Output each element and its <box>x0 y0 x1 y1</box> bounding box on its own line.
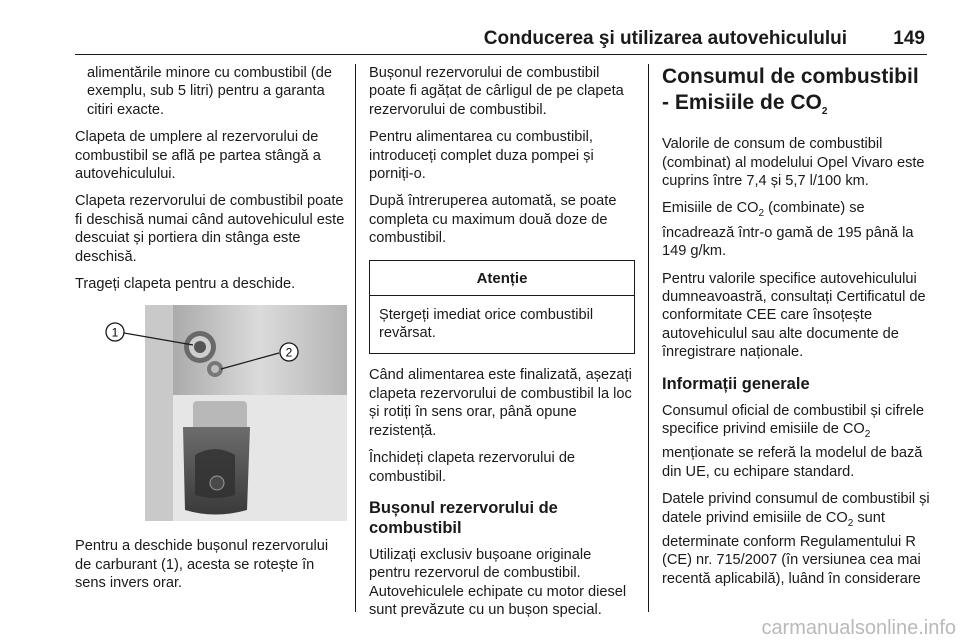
column-divider-1 <box>355 64 356 612</box>
callout-1-label: 1 <box>111 325 119 340</box>
chapter-title: Conducerea şi utilizarea autovehiculului <box>483 28 847 49</box>
paragraph: Trageți clapeta pentru a deschide. <box>75 276 296 293</box>
paragraph: Când alimentarea este finalizată, așezați clapeta rezervorului de combustibil la loc și rotiți în sens orar, până opune rezistență. <box>369 367 632 439</box>
column-middle <box>369 64 635 629</box>
warning-box <box>369 260 635 355</box>
paragraph: Clapeta de umplere al rezervorului de combustibil se află pe partea stângă a autovehiculului. <box>75 129 321 183</box>
paragraph: Utilizați exclusiv bușoane originale pentru rezervorul de combustibil. Autovehiculele echipate cu motor diesel sunt prevăzute cu un bușon special. <box>369 546 627 619</box>
paragraph: Clapeta rezervorului de combustibil poate fi deschisă numai când autovehiculul este descuiat și portiera din stânga este deschisă. <box>75 193 345 265</box>
section-title: Consumul de combustibil - Emisiile de $CO_2$ <box>662 65 919 118</box>
watermark: carmanualsonline.info <box>761 617 956 639</box>
paragraph: Pentru alimentarea cu combustibil, introduceți complet duza pompei și porniți-o. <box>369 129 594 183</box>
paragraph: Pentru valorile specifice autovehiculului dumneavoastră, consultați Certificatul de conformitate CEE care însoțește autovehiculul sau alte documente de înregistrare naționale. <box>662 270 926 361</box>
page-header <box>75 26 927 55</box>
paragraph: alimentările minore cu combustibil (de exemplu, sub 5 litri) pentru a garanta citiri exacte. <box>87 65 332 118</box>
paragraph: Pentru a deschide bușonul rezervorului de carburant (1), acesta se rotește în sens invers orar. <box>75 538 329 592</box>
column-divider-2 <box>648 64 649 612</box>
warning-text: Ștergeți imediat orice combustibil revărsat. <box>379 306 594 342</box>
column-left <box>75 64 347 602</box>
paragraph: Consumul oficial de combustibil și cifrele specifice privind emisiile de $CO_2$ menționate se referă la modelul de bază din UE, cu echipare standard. <box>662 402 924 480</box>
fuel-filler-drawing <box>75 305 347 521</box>
paragraph: Bușonul rezervorului de combustibil poate fi agățat de cârligul de pe clapeta rezervorului de combustibil. <box>369 65 624 118</box>
paragraph: Datele privind consumul de combustibil și datele privind emisiile de $CO_2$ sunt determinate conform Regulamentului R (CE) nr. 715/2007 (în versiunea cea mai recentă aplicabilă), luând în considerare <box>662 491 930 587</box>
fuel-cap-illustration <box>75 305 347 521</box>
callout-2-label: 2 <box>285 345 293 360</box>
section-heading: Bușonul rezervorului de combustibil <box>369 498 558 537</box>
warning-body <box>370 296 634 354</box>
warning-title: Atenție <box>370 261 634 296</box>
paragraph: Închideți clapeta rezervorului de combustibil. <box>369 450 576 485</box>
paragraph: Valorile de consum de combustibil (combinat) al modelului Opel Vivaro este cuprins între 7,4 și 5,7 l/100 km. <box>662 136 925 189</box>
section-heading: Informații generale <box>662 374 810 393</box>
page-number: 149 <box>893 28 925 49</box>
column-right <box>662 64 930 597</box>
paragraph: După întreruperea automată, se poate completa cu maximum două doze de combustibil. <box>369 193 617 247</box>
paragraph: Emisiile de $CO_2$ (combinate) se încadrează într-o gamă de 195 până la 149 g/km. <box>662 200 914 260</box>
